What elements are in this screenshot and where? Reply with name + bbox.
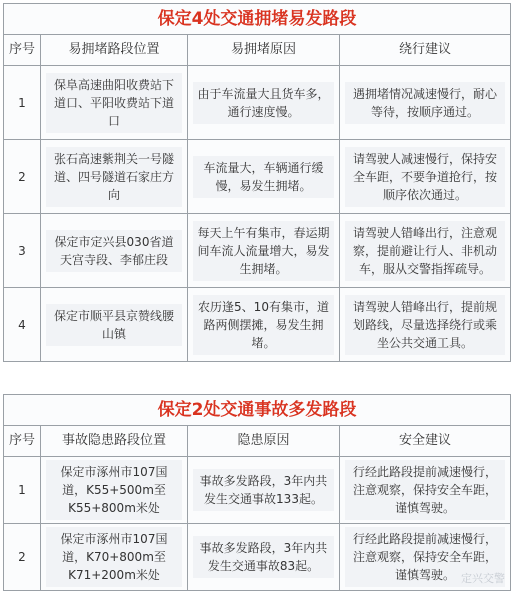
header-cell: 绕行建议 [398,42,451,57]
congestion-table-title: 保定4处交通拥堵易发路段 [4,4,510,35]
reason-cell: 事故多发路段，3年内共发生交通事故83起。 [193,536,334,578]
header-cell: 序号 [4,426,41,456]
row-number: 4 [4,288,41,361]
row-number: 1 [4,457,41,523]
location-cell: 保阜高速曲阳收费站下道口、平阳收费站下道口 [46,73,182,133]
row-number: 3 [4,214,41,287]
reason-cell: 车流量大，车辆通行缓慢，易发生拥堵。 [193,156,334,198]
table-row [4,66,510,140]
row-number: 2 [4,140,41,213]
table-header-row [4,35,510,66]
table-row [4,214,510,288]
watermark: 定兴交警 [461,572,505,585]
header-cell: 安全建议 [398,433,451,448]
location-cell: 保定市顺平县京赞线腰山镇 [46,304,182,346]
row-number: 2 [4,524,41,590]
header-cell: 易拥堵路段位置 [41,35,188,65]
accident-table [3,394,511,591]
location-cell: 张石高速紫荆关一号隧道、四号隧道石家庄方向 [46,147,182,207]
congestion-table [3,3,511,362]
reason-cell: 由于车流量大且货车多，通行速度慢。 [193,82,334,124]
header-cell: 序号 [4,35,41,65]
advice-cell: 请驾驶人减速慢行，保持安全车距，不要争道抢行，按顺序依次通过。 [345,147,505,207]
location-cell: 保定市涿州市107国道，K70+800m至K71+200m米处 [46,527,182,587]
reason-cell: 农历逢5、10有集市，道路两侧摆摊，易发生拥堵。 [193,295,334,355]
reason-cell: 事故多发路段，3年内共发生交通事故133起。 [193,469,334,511]
location-cell: 保定市涿州市107国道，K55+500m至K55+800m米处 [46,460,182,520]
header-cell: 易拥堵原因 [188,35,340,65]
advice-cell: 请驾驶人错峰出行，注意观察，提前避让行人、非机动车，服从交警指挥疏导。 [345,221,505,281]
advice-cell: 遇拥堵情况减速慢行，耐心等待，按顺序通过。 [345,82,505,124]
header-cell: 隐患原因 [188,426,340,456]
accident-table-title: 保定2处交通事故多发路段 [4,395,510,426]
row-number: 1 [4,66,41,139]
table-row [4,140,510,214]
table-row [4,524,510,590]
table-header-row [4,426,510,457]
advice-cell: 行经此路段提前减速慢行，注意观察，保持安全车距，谨慎驾驶。 [345,460,505,520]
header-cell: 事故隐患路段位置 [41,426,188,456]
table-row [4,457,510,524]
reason-cell: 每天上午有集市，春运期间车流人流量增大，易发生拥堵。 [193,221,334,281]
location-cell: 保定市定兴县030省道天宫寺段、李郁庄段 [46,230,182,272]
table-row [4,288,510,361]
advice-cell: 行经此路段提前减速慢行，注意观察，保持安全车距，谨慎驾驶。 [345,527,505,587]
advice-cell: 请驾驶人错峰出行，提前规划路线，尽量选择绕行或乘坐公共交通工具。 [345,295,505,355]
